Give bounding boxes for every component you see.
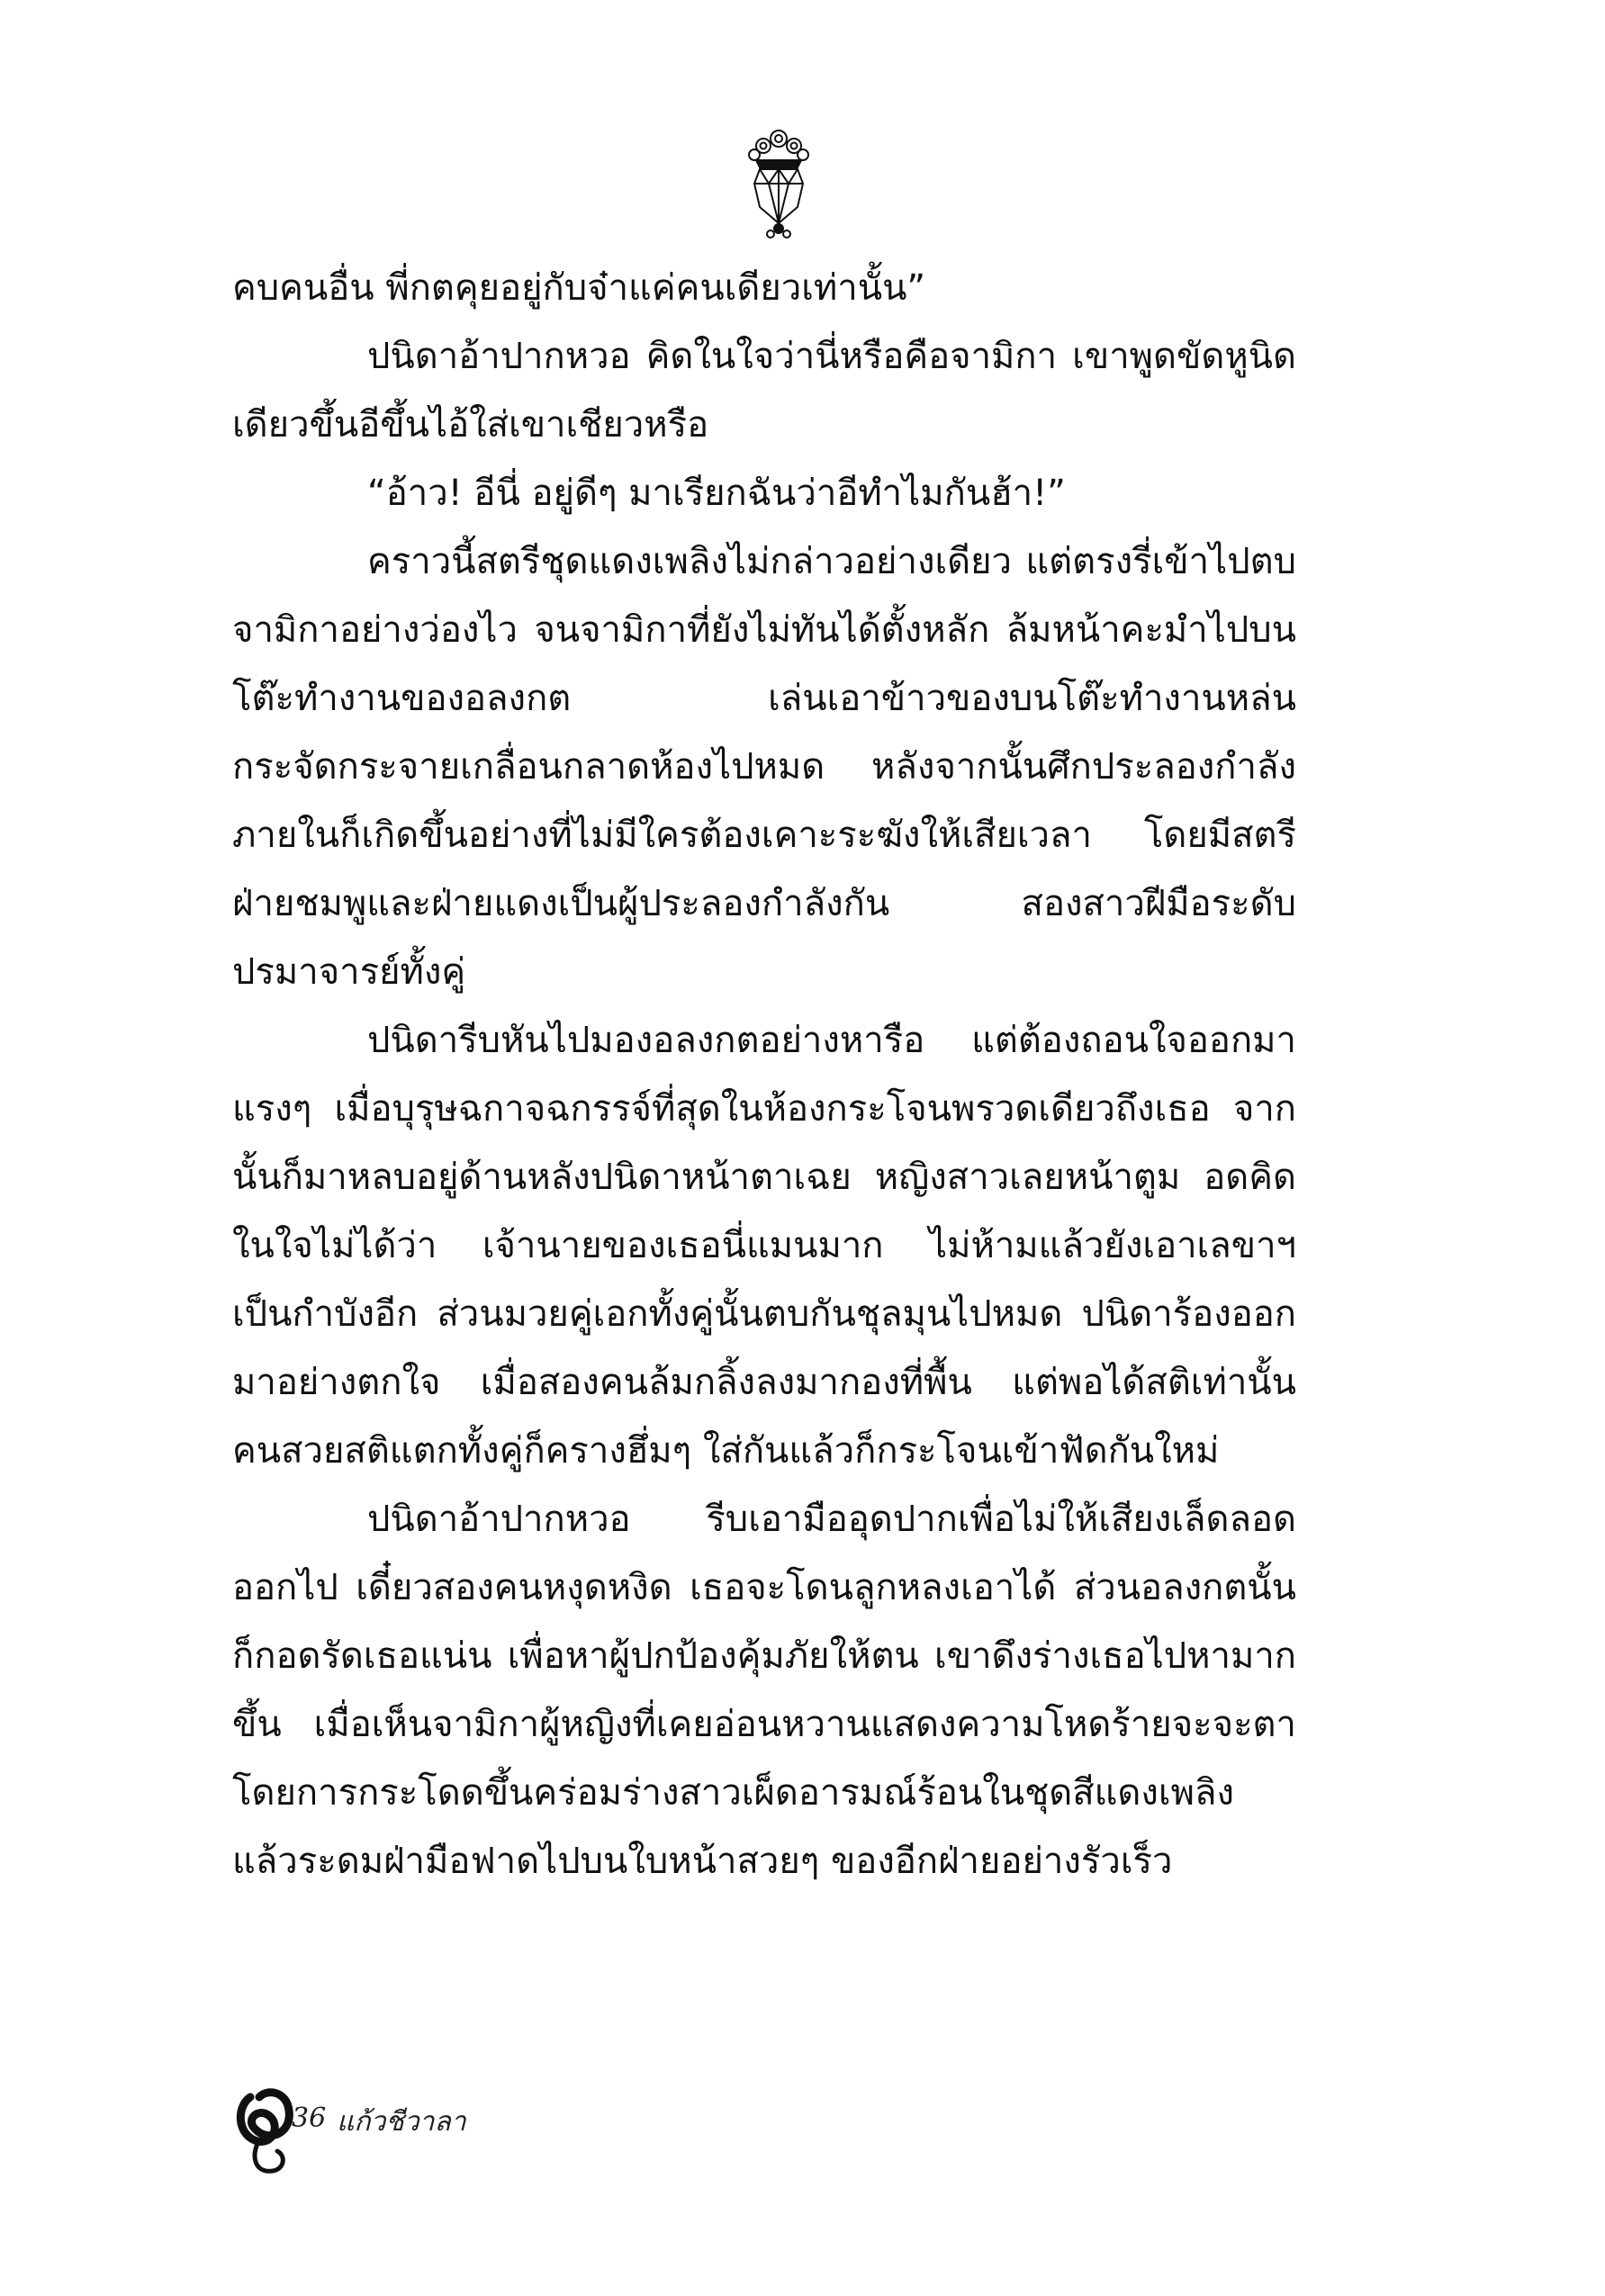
book-title: แก้วชีวาลา: [337, 2106, 466, 2138]
paragraph-6: ปนิดาอ้าปากหวอ รีบเอามืออุดปากเพื่อไม่ให้เสียงเล็ดลอดออกไป เดี๋ยวสองคนหงุดหงิด เธอจะโดนลูกหลงเอาได้ ส่วนอลงกตนั้นก็กอดรัดเธอแน่น เพื่อหาผู้ปกป้องคุ้มภัยให้ตน เขาดึงร่างเธอไปหามากขึ้น เมื่อเห็นจามิกาผู้หญิงที่เคยอ่อนหวานแสดงความโหดร้ายจะจะตา โดยการกระโดดขึ้นคร่อมร่างสาวเผ็ดอารมณ์ร้อนในชุดสีแดงเพลิง แล้วระดมฝ่ามือฟาดไปบนใบหน้าสวยๆ ของอีกฝ่ายอย่างรัวเร็ว: [232, 1499, 1296, 1882]
paragraph-2: ปนิดาอ้าปากหวอ คิดในใจว่านี่หรือคือจามิกา เขาพูดขัดหูนิดเดียวขึ้นอีขึ้นไอ้ใส่เขาเชียวหรือ: [232, 336, 1296, 446]
chapter-body: [232, 254, 1296, 1895]
page-footer: [232, 2070, 592, 2187]
paragraph-5: ปนิดารีบหันไปมองอลงกตอย่างหารือ แต่ต้องถอนใจออกมาแรงๆ เมื่อบุรุษฉกาจฉกรรจ์ที่สุดในห้องกระโจนพรวดเดียวถึงเธอ จากนั้นก็มาหลบอยู่ด้านหลังปนิดาหน้าตาเฉย หญิงสาวเลยหน้าตูม อดคิดในใจไม่ได้ว่า เจ้านายของเธอนี่แมนมาก ไม่ห้ามแล้วยังเอาเลขาฯ เป็นกำบังอีก ส่วนมวยคู่เอกทั้งคู่นั้นตบกันชุลมุนไปหมด ปนิดาร้องออกมาอย่างตกใจ เมื่อสองคนล้มกลิ้งลงมากองที่พื้น แต่พอได้สติเท่านั้น คนสวยสติแตกทั้งคู่ก็ครางฮึ่มๆ ใส่กันแล้วก็กระโจนเข้าฟัดกันใหม่: [232, 1020, 1296, 1472]
page-number: 36: [292, 2102, 327, 2134]
paragraph-1: คบคนอื่น พี่กตคุยอยู่กับจ๋าแค่คนเดียวเท่านั้น”: [232, 267, 926, 309]
paragraph-3: “อ้าว! อีนี่ อยู่ดีๆ มาเรียกฉันว่าอีทำไมกันฮ้า!”: [367, 473, 1066, 514]
lantern-ornament-icon: [738, 128, 819, 240]
paragraph-4: คราวนี้สตรีชุดแดงเพลิงไม่กล่าวอย่างเดียว แต่ตรงรี่เข้าไปตบจามิกาอย่างว่องไว จนจามิกาที่ยังไม่ทันได้ตั้งหลัก ล้มหน้าคะมำไปบนโต๊ะทำงานของอลงกต เล่นเอาข้าวของบนโต๊ะทำงานหล่นกระจัดกระจายเกลื่อนกลาดห้องไปหมด หลังจากนั้นศึกประลองกำลังภายในก็เกิดขึ้นอย่างที่ไม่มีใครต้องเคาะระฆังให้เสียเวลา โดยมีสตรีฝ่ายชมพูและฝ่ายแดงเป็นผู้ประลองกำลังกัน สองสาวฝีมือระดับปรมาจารย์ทั้งคู่: [232, 541, 1296, 993]
